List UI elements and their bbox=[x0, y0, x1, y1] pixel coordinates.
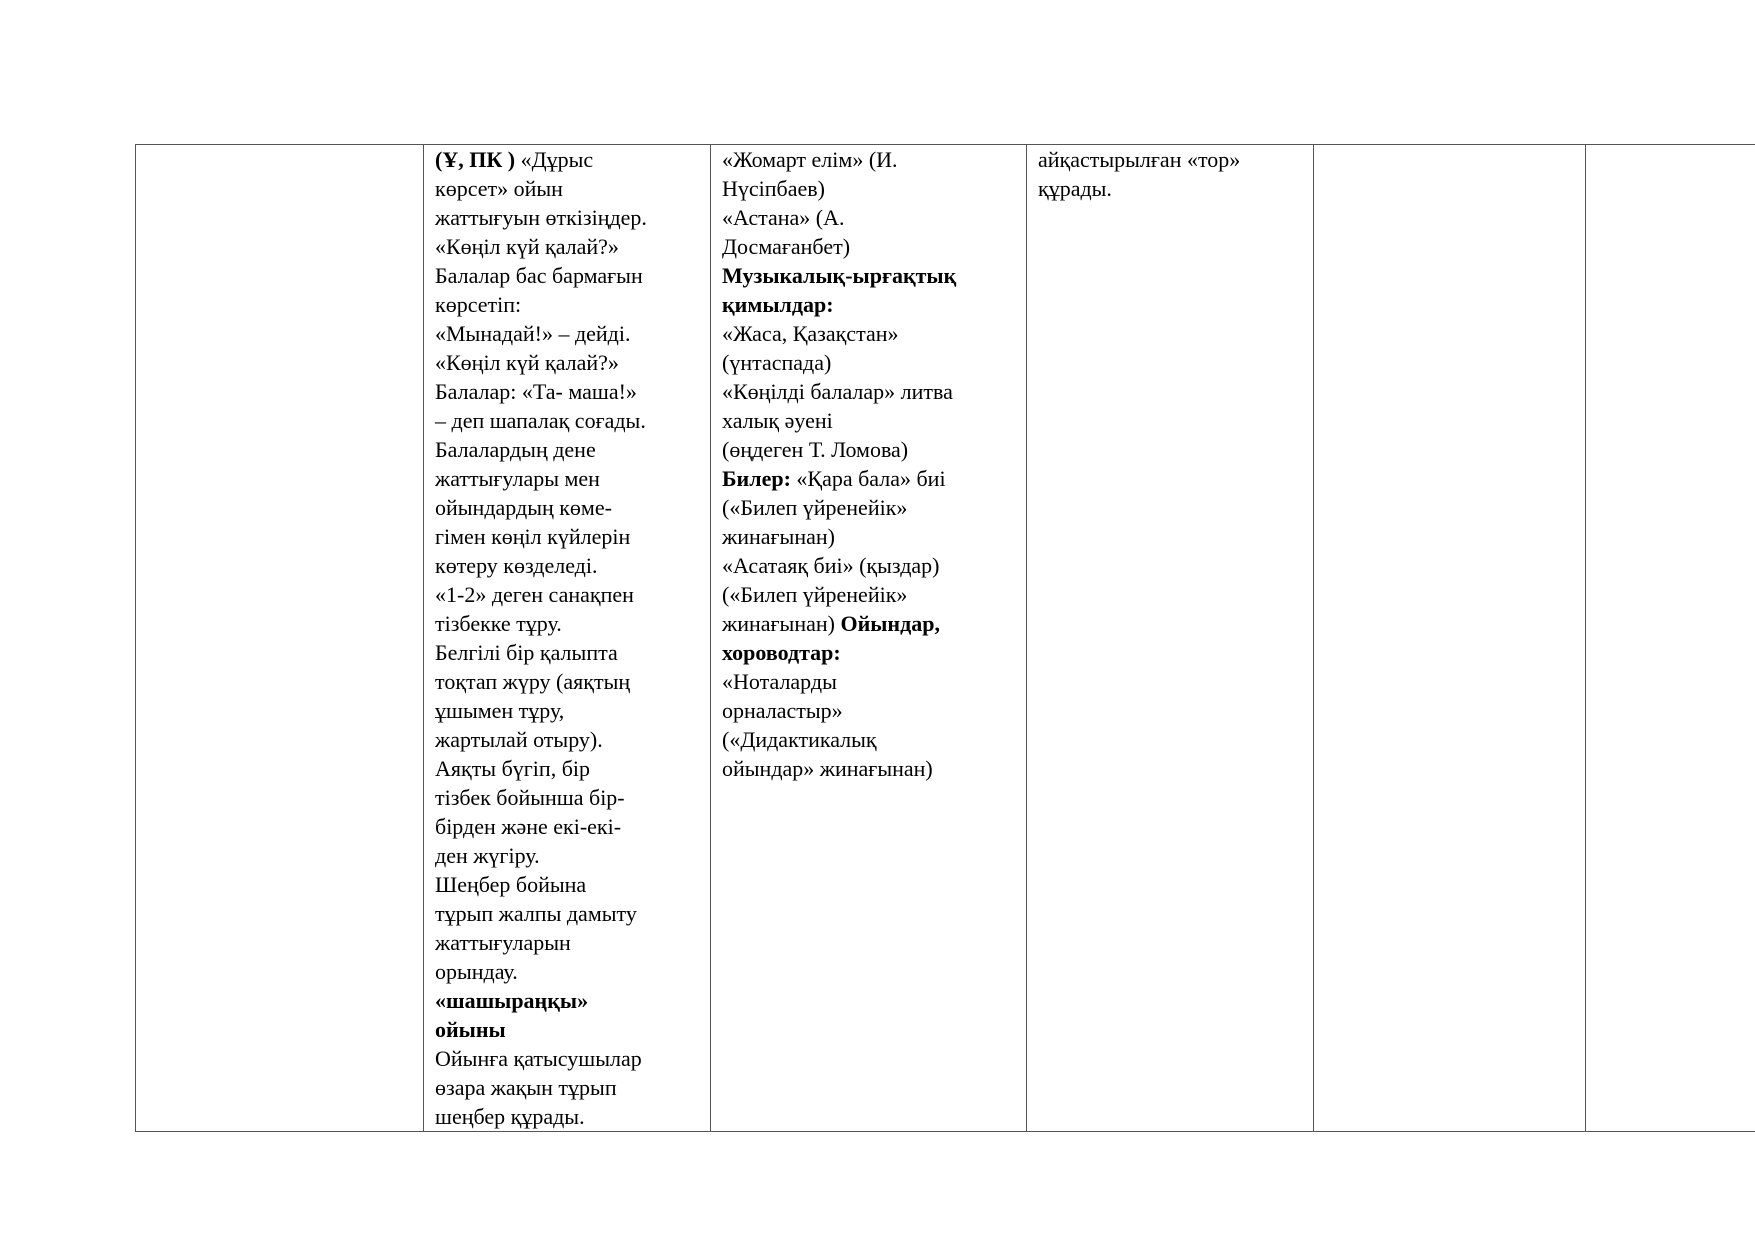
text: көрсет» ойын bbox=[435, 176, 563, 201]
text: Аяқты бүгіп, бір bbox=[435, 756, 590, 781]
text: «Көңілді балалар» литва bbox=[722, 379, 953, 404]
text: жинағынан) bbox=[722, 611, 841, 636]
text-line bbox=[435, 377, 702, 406]
text: «Дұрыс bbox=[520, 147, 594, 172]
text-line bbox=[435, 435, 702, 464]
text: Ойынға қатысушылар bbox=[435, 1046, 642, 1071]
text-line bbox=[1038, 174, 1305, 203]
text-line bbox=[435, 232, 702, 261]
text: бірден және екі-екі- bbox=[435, 814, 622, 839]
text: ұшымен тұру, bbox=[435, 698, 565, 723]
text-line bbox=[722, 493, 1018, 522]
text-line bbox=[722, 522, 1018, 551]
text-line bbox=[722, 348, 1018, 377]
text-line bbox=[435, 406, 702, 435]
exercises-text bbox=[435, 145, 702, 1131]
text: жаттығулары мен bbox=[435, 466, 600, 491]
text-line bbox=[435, 203, 702, 232]
text: құрады. bbox=[1038, 176, 1112, 201]
text: жаттығуларын bbox=[435, 930, 571, 955]
text: орындау. bbox=[435, 959, 518, 984]
text: Балалар бас бармағын bbox=[435, 263, 643, 288]
text-line bbox=[722, 580, 1018, 609]
text-line bbox=[722, 609, 1018, 638]
text: жартылай отыру). bbox=[435, 727, 603, 752]
text-line bbox=[435, 812, 702, 841]
text-line bbox=[435, 493, 702, 522]
table-cell-exercises bbox=[424, 145, 711, 1132]
table-cell-music bbox=[711, 145, 1027, 1132]
text: халық әуені bbox=[722, 408, 833, 433]
text-line bbox=[435, 319, 702, 348]
text-line bbox=[435, 261, 702, 290]
text: шеңбер құрады. bbox=[435, 1104, 585, 1129]
text-line bbox=[722, 725, 1018, 754]
music-text bbox=[722, 145, 1018, 783]
bold-text: (Ұ, ПК ) bbox=[435, 147, 521, 172]
text: көрсетіп: bbox=[435, 292, 522, 317]
text-line bbox=[722, 377, 1018, 406]
text-line bbox=[435, 522, 702, 551]
text: «1-2» деген санақпен bbox=[435, 582, 634, 607]
bold-text: Музыкалық-ырғақтық bbox=[722, 263, 957, 288]
text-line bbox=[435, 580, 702, 609]
text-line bbox=[435, 1102, 702, 1131]
table-cell-empty-6 bbox=[1586, 145, 1755, 1132]
content-table bbox=[135, 144, 1755, 1132]
text-line bbox=[435, 696, 702, 725]
text: айқастырылған «тор» bbox=[1038, 147, 1241, 172]
text: («Билеп үйренейік» bbox=[722, 495, 908, 520]
text: көтеру көзделеді. bbox=[435, 553, 598, 578]
text-line bbox=[435, 725, 702, 754]
text: орналастыр» bbox=[722, 698, 843, 723]
text-line bbox=[722, 174, 1018, 203]
text: тұрып жалпы дамыту bbox=[435, 901, 637, 926]
text: тізбекке тұру. bbox=[435, 611, 562, 636]
text: Шеңбер бойына bbox=[435, 872, 587, 897]
text-line bbox=[435, 899, 702, 928]
text-line bbox=[435, 638, 702, 667]
text: «Жомарт елім» (И. bbox=[722, 147, 898, 172]
text-line bbox=[722, 638, 1018, 667]
text-line bbox=[722, 464, 1018, 493]
text-line bbox=[722, 290, 1018, 319]
text: өзара жақын тұрып bbox=[435, 1075, 617, 1100]
text-line bbox=[722, 203, 1018, 232]
text-line bbox=[435, 870, 702, 899]
text-line bbox=[435, 667, 702, 696]
text: – деп шапалақ соғады. bbox=[435, 408, 646, 433]
text: ойындар» жинағынан) bbox=[722, 756, 933, 781]
text-line bbox=[435, 841, 702, 870]
text-line bbox=[722, 145, 1018, 174]
text: тізбек бойынша бір- bbox=[435, 785, 625, 810]
text: («Билеп үйренейік» bbox=[722, 582, 908, 607]
text-line bbox=[722, 406, 1018, 435]
text-line bbox=[435, 464, 702, 493]
text: «Қара бала» биі bbox=[796, 466, 946, 491]
text: жинағынан) bbox=[722, 524, 835, 549]
bold-text: ойыны bbox=[435, 1017, 506, 1042]
text-line bbox=[435, 290, 702, 319]
text-line bbox=[435, 551, 702, 580]
bold-text: Билер: bbox=[722, 466, 797, 491]
text: ден жүгіру. bbox=[435, 843, 540, 868]
text-line bbox=[1038, 145, 1305, 174]
text: Досмағанбет) bbox=[722, 234, 851, 259]
text-line bbox=[435, 783, 702, 812]
text: «Жаса, Қазақстан» bbox=[722, 321, 899, 346]
text: Балалардың дене bbox=[435, 437, 596, 462]
text: (өңдеген Т. Ломова) bbox=[722, 437, 909, 462]
notes-text bbox=[1038, 145, 1305, 203]
text: тоқтап жүру (аяқтың bbox=[435, 669, 631, 694]
bold-text: «шашыраңқы» bbox=[435, 988, 589, 1013]
text-line bbox=[722, 232, 1018, 261]
bold-text: Ойындар, bbox=[840, 611, 940, 636]
text: «Ноталарды bbox=[722, 669, 837, 694]
text: «Көңіл күй қалай?» bbox=[435, 350, 619, 375]
bold-text: хороводтар: bbox=[722, 640, 841, 665]
text-line bbox=[435, 1015, 702, 1044]
text-line bbox=[435, 609, 702, 638]
table-cell-empty-1 bbox=[136, 145, 424, 1132]
table-cell-notes bbox=[1027, 145, 1314, 1132]
text: «Мынадай!» – дейді. bbox=[435, 321, 631, 346]
text: ойындардың көме- bbox=[435, 495, 612, 520]
text: «Асатаяқ биі» (қыздар) bbox=[722, 553, 940, 578]
text-line bbox=[722, 754, 1018, 783]
text-line bbox=[435, 754, 702, 783]
text-line bbox=[435, 986, 702, 1015]
text-line bbox=[722, 696, 1018, 725]
text-line bbox=[435, 174, 702, 203]
text-line bbox=[435, 1073, 702, 1102]
text-line bbox=[435, 145, 702, 174]
text-line bbox=[722, 551, 1018, 580]
table-row bbox=[136, 145, 1755, 1132]
text-line bbox=[722, 435, 1018, 464]
table-cell-empty-5 bbox=[1314, 145, 1586, 1132]
text-line bbox=[722, 261, 1018, 290]
text: («Дидактикалық bbox=[722, 727, 877, 752]
bold-text: қимылдар: bbox=[722, 292, 834, 317]
text-line bbox=[435, 957, 702, 986]
text: Белгілі бір қалыпта bbox=[435, 640, 618, 665]
text: Балалар: «Та- маша!» bbox=[435, 379, 637, 404]
text-line bbox=[722, 667, 1018, 696]
text: гімен көңіл күйлерін bbox=[435, 524, 631, 549]
text-line bbox=[435, 1044, 702, 1073]
text: «Астана» (А. bbox=[722, 205, 845, 230]
text: Нүсіпбаев) bbox=[722, 176, 825, 201]
text: (үнтаспада) bbox=[722, 350, 832, 375]
text-line bbox=[722, 319, 1018, 348]
text-line bbox=[435, 928, 702, 957]
text: «Көңіл күй қалай?» bbox=[435, 234, 619, 259]
text: жаттығуын өткізіңдер. bbox=[435, 205, 647, 230]
text-line bbox=[435, 348, 702, 377]
